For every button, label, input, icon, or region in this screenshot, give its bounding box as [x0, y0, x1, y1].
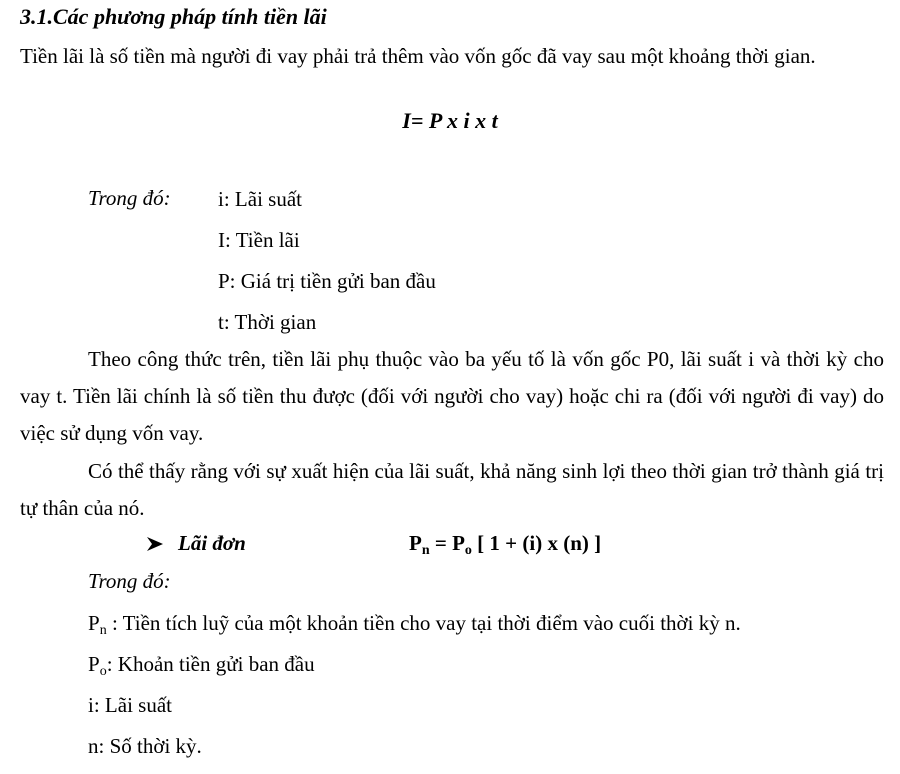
definition-i: i: Lãi suất	[88, 693, 172, 717]
formula-po-subscript: o	[464, 543, 472, 558]
definition-item: I: Tiền lãi	[218, 228, 300, 252]
pn-symbol: P	[88, 611, 100, 635]
definition-po	[88, 651, 741, 692]
po-symbol: P	[88, 652, 100, 676]
po-subscript: o	[99, 664, 107, 679]
simple-interest-label: Lãi đơn	[178, 531, 246, 555]
simple-definitions-label: Trong đó:	[88, 569, 171, 593]
definitions-list	[218, 186, 436, 350]
arrow-bullet-icon	[146, 536, 164, 552]
simple-definitions-list	[88, 610, 741, 774]
pn-subscript: n	[99, 623, 107, 638]
observation-paragraph: Có thể thấy rằng với sự xuất hiện của lãi suất, khả năng sinh lợi theo thời gian trở thành giá trị tự thân của nó.	[20, 459, 884, 520]
definition-pn	[88, 610, 741, 651]
formula-pn-symbol: P	[409, 531, 422, 555]
po-description: : Khoản tiền gửi ban đầu	[106, 652, 315, 676]
formula-rhs: [ 1 + (i) x (n) ]	[471, 531, 602, 555]
simple-interest-bullet	[146, 531, 246, 556]
simple-interest-formula	[409, 531, 601, 556]
definition-item: t: Thời gian	[218, 310, 317, 334]
formula-equals-p: = P	[429, 531, 465, 555]
definitions-label: Trong đó:	[88, 186, 171, 210]
definition-item: P: Giá trị tiền gửi ban đầu	[218, 269, 436, 293]
definition-item: i: Lãi suất	[218, 187, 302, 211]
intro-paragraph: Tiền lãi là số tiền mà người đi vay phải trả thêm vào vốn gốc đã vay sau một khoảng thời gian.	[20, 44, 816, 68]
section-heading: 3.1.Các phương pháp tính tiền lãi	[20, 4, 327, 29]
pn-description: : Tiền tích luỹ của một khoản tiền cho vay tại thời điểm vào cuối thời kỳ n.	[106, 611, 741, 635]
interest-formula: I= P x i x t	[402, 108, 498, 133]
explanation-paragraph: Theo công thức trên, tiền lãi phụ thuộc vào ba yếu tố là vốn gốc P0, lãi suất i và thời kỳ cho vay t. Tiền lãi chính là số tiền thu được (đối với người cho vay) hoặc chi ra (đối với người đi vay) do việc sử dụng vốn vay.	[20, 347, 884, 445]
formula-pn-subscript: n	[421, 543, 430, 558]
definition-n: n: Số thời kỳ.	[88, 734, 202, 758]
